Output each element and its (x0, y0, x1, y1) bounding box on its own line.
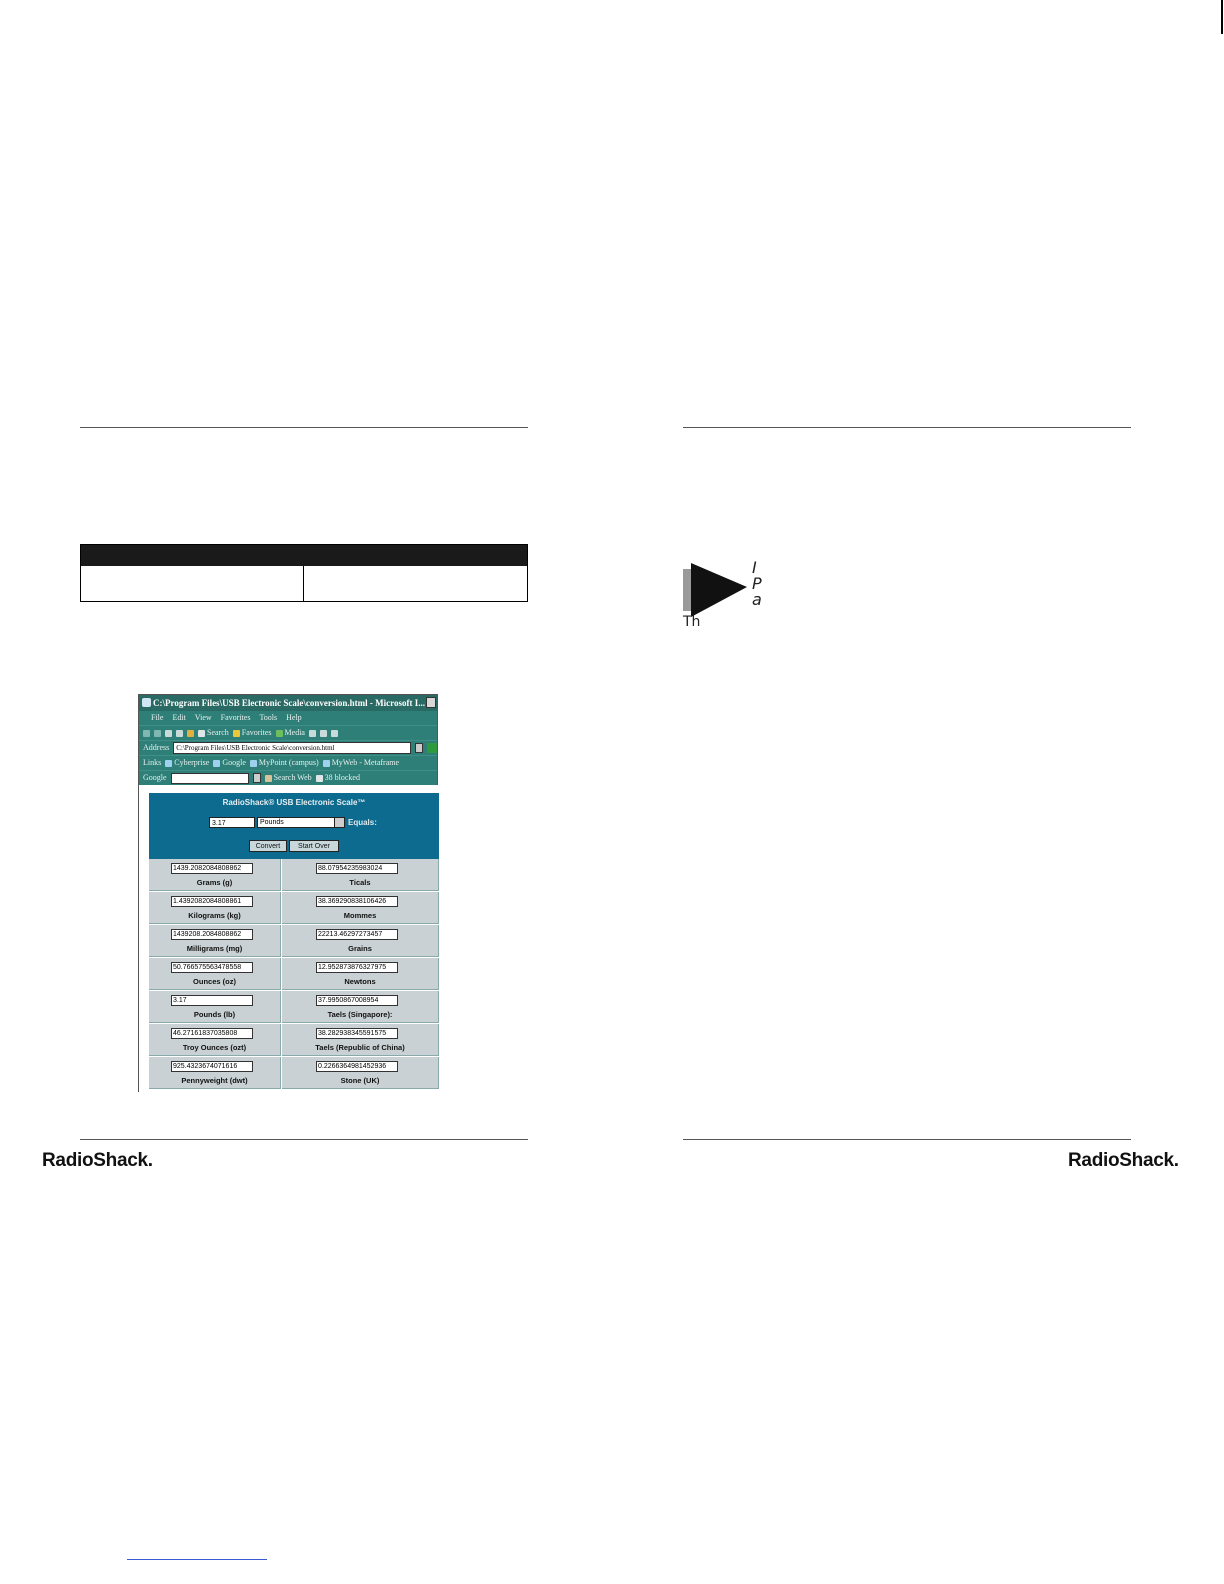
links-bar (139, 756, 437, 771)
menu-help[interactable]: Help (286, 713, 302, 722)
mail-icon[interactable] (320, 730, 327, 737)
result-label: Pounds (lb) (193, 1010, 236, 1019)
result-value[interactable]: 0.2266364981452936 (316, 1061, 398, 1072)
result-value[interactable]: 1.4392082084808861 (171, 896, 253, 907)
ie-page-icon (213, 760, 220, 767)
forward-icon[interactable] (154, 730, 161, 737)
spec-table-header (81, 545, 527, 566)
link-mypoint[interactable]: MyPoint (campus) (250, 756, 319, 770)
result-cell (282, 1024, 439, 1056)
link-google[interactable]: Google (213, 756, 246, 770)
link-myweb[interactable]: MyWeb - Metaframe (323, 756, 399, 770)
standard-toolbar (139, 726, 437, 741)
result-value[interactable]: 1439.2082084808862 (171, 863, 253, 874)
left-page-bottom-rule (80, 1139, 528, 1140)
result-cell (282, 991, 439, 1023)
result-label: Ticals (349, 878, 371, 887)
media-button[interactable]: Media (276, 726, 305, 740)
minimize-button[interactable] (426, 697, 436, 708)
crop-mark (1221, 0, 1223, 34)
media-icon (276, 730, 283, 737)
window-title: C:\Program Files\USB Electronic Scale\conversion.html - Microsoft I... (153, 698, 425, 708)
right-page-bottom-rule (683, 1139, 1131, 1140)
spec-table-divider (303, 566, 304, 602)
note-trailing-text: Th (683, 614, 701, 630)
ie-page-icon (323, 760, 330, 767)
menu-file[interactable]: File (151, 713, 164, 722)
result-label: Milligrams (mg) (186, 944, 243, 953)
result-value[interactable]: 925.4323674071616 (171, 1061, 253, 1072)
stop-icon[interactable] (165, 730, 172, 737)
converter-title: RadioShack® USB Electronic Scale™ (222, 798, 366, 807)
google-toolbar (139, 771, 437, 786)
address-input[interactable]: C:\Program Files\USB Electronic Scale\conversion.html (173, 742, 411, 754)
result-label: Kilograms (kg) (188, 911, 241, 920)
result-value[interactable]: 3.17 (171, 995, 253, 1006)
google-dropdown-icon[interactable] (253, 773, 261, 783)
search-icon (198, 730, 205, 737)
google-logo: Google (143, 773, 167, 782)
right-page-top-rule (683, 427, 1131, 428)
result-cell (149, 1057, 281, 1089)
go-icon[interactable] (427, 743, 437, 753)
ie-icon (142, 698, 151, 707)
start-over-button[interactable]: Start Over (289, 840, 339, 852)
result-label: Taels (Republic of China) (315, 1043, 405, 1052)
result-label: Stone (UK) (340, 1076, 380, 1085)
result-label: Ounces (oz) (193, 977, 236, 986)
home-icon[interactable] (187, 730, 194, 737)
address-label: Address (143, 743, 170, 752)
result-value[interactable]: 1439208.2084808862 (171, 929, 253, 940)
result-label: Grams (g) (196, 878, 233, 887)
address-dropdown-icon[interactable] (415, 743, 423, 753)
result-label: Troy Ounces (ozt) (182, 1043, 247, 1052)
result-cell (149, 1024, 281, 1056)
star-icon (233, 730, 240, 737)
result-cell (282, 859, 439, 891)
menu-bar (139, 711, 437, 726)
result-label: Taels (Singapore): (327, 1010, 393, 1019)
history-icon[interactable] (309, 730, 316, 737)
favorites-button[interactable]: Favorites (233, 726, 272, 740)
links-label: Links (143, 758, 162, 767)
popup-blocker-icon (316, 775, 323, 782)
result-cell (282, 958, 439, 990)
result-label: Grains (348, 944, 372, 953)
ie-page-icon (165, 760, 172, 767)
page-content (139, 785, 439, 1093)
result-value[interactable]: 38.282938345591575 (316, 1028, 398, 1039)
link-underline (127, 1559, 267, 1560)
result-value[interactable]: 50.766575563478558 (171, 962, 253, 973)
search-web-button[interactable]: Search Web (265, 771, 312, 785)
menu-favorites[interactable]: Favorites (220, 713, 251, 722)
result-label: Mommes (343, 911, 377, 920)
chevron-down-icon (334, 818, 344, 827)
result-cell (149, 991, 281, 1023)
address-bar (139, 741, 437, 756)
quantity-input[interactable]: 3.17 (209, 817, 255, 828)
note-arrow-icon (683, 563, 753, 619)
equals-label: Equals: (348, 818, 377, 827)
note-text-fragment: I P a (752, 558, 762, 609)
radioshack-logo-left: RadioShack. (42, 1150, 153, 1171)
ie-page-icon (250, 760, 257, 767)
left-page-top-rule (80, 427, 528, 428)
result-cell (282, 892, 439, 924)
result-value[interactable]: 12.952873876327975 (316, 962, 398, 973)
refresh-icon[interactable] (176, 730, 183, 737)
result-cell (282, 1057, 439, 1089)
result-value[interactable]: 38.369290838106426 (316, 896, 398, 907)
convert-button[interactable]: Convert (249, 840, 287, 852)
result-cell (149, 892, 281, 924)
converter-header-panel (149, 793, 439, 859)
back-icon[interactable] (143, 730, 150, 737)
search-button[interactable]: Search (198, 726, 229, 740)
radioshack-logo-right: RadioShack. (1068, 1150, 1179, 1171)
result-label: Pennyweight (dwt) (181, 1076, 248, 1085)
result-cell (282, 925, 439, 957)
menu-tools[interactable]: Tools (259, 713, 278, 722)
menu-edit[interactable]: Edit (172, 713, 186, 722)
result-cell (149, 925, 281, 957)
google-search-input[interactable] (171, 773, 249, 784)
result-label: Newtons (344, 977, 376, 986)
result-value[interactable]: 88.07954235983024 (316, 863, 398, 874)
browser-titlebar (139, 695, 437, 711)
result-cell (149, 859, 281, 891)
binoculars-icon (265, 775, 272, 782)
result-value[interactable]: 37.9950867008954 (316, 995, 398, 1006)
menu-view[interactable]: View (194, 713, 212, 722)
result-cell (149, 958, 281, 990)
print-icon[interactable] (331, 730, 338, 737)
unit-select-value: Pounds (260, 819, 284, 826)
result-value[interactable]: 22213.46297273457 (316, 929, 398, 940)
browser-screenshot (138, 694, 438, 1092)
spec-table (80, 544, 528, 602)
unit-select[interactable] (257, 817, 345, 828)
popup-blocked-button[interactable]: 38 blocked (316, 771, 360, 785)
link-cyberprise[interactable]: Cyberprise (165, 756, 209, 770)
result-value[interactable]: 46.27161837035808 (171, 1028, 253, 1039)
